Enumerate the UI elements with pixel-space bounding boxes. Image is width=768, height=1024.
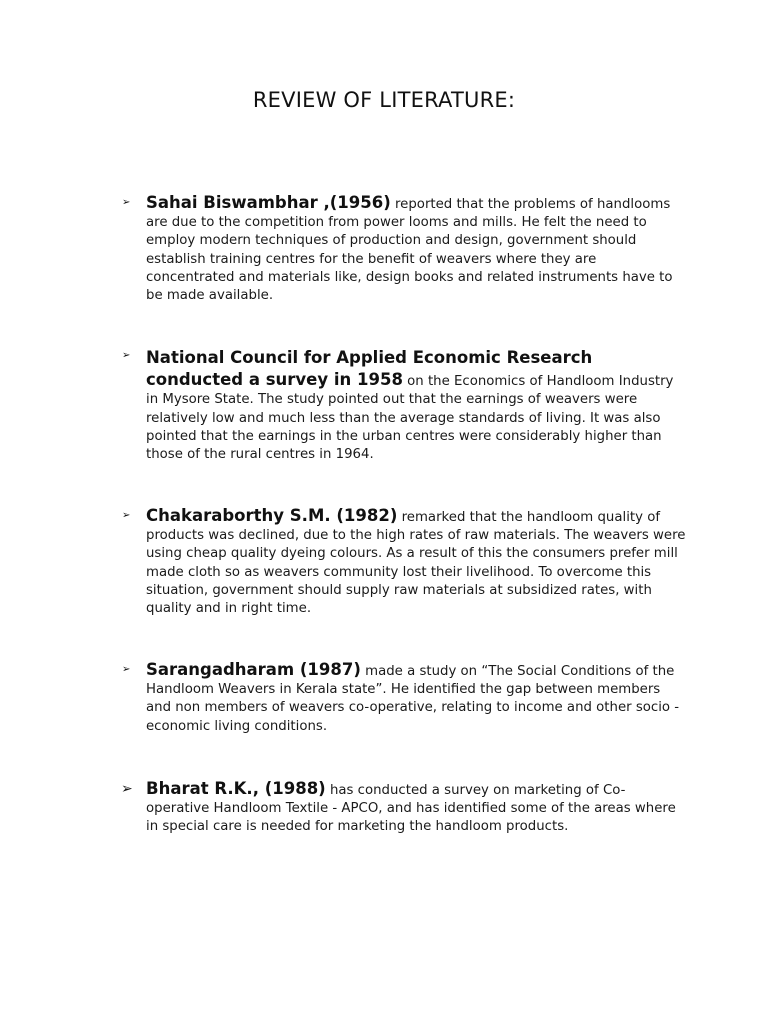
- entry-author: Sarangadharam (1987): [146, 660, 361, 679]
- literature-entry: [122, 506, 686, 618]
- arrow-bullet-icon: ➢: [122, 664, 131, 675]
- entry-text: remarked that the handloom quality of products was declined, due to the high rates of raw materials. The weavers were using cheap quality dyeing colours. As a result of this the consumers prefer mill made cloth so as weavers community lost their livelihood. To overcome this situation, government should supply raw materials at subsidized rates, with quality and in right time.: [146, 510, 686, 617]
- literature-entry: [122, 347, 686, 464]
- entry-text: on the Economics of Handloom Industry in Mysore State. The study pointed out that the earnings of weavers were relatively low and much less than the average standards of living. It was also pointed that the earnings in the urban centres were considerably higher than those of the rural centres in 1964.: [146, 374, 674, 463]
- arrow-bullet-icon: ➢: [121, 781, 133, 797]
- arrow-bullet-icon: ➢: [122, 510, 131, 521]
- entry-author: Chakaraborthy S.M. (1982): [146, 506, 398, 525]
- entry-text: made a study on “The Social Conditions of the Handloom Weavers in Kerala state”. He identified the gap between members and non members of weavers co-operative, relating to income and other socio - economic living conditions.: [146, 664, 680, 734]
- entry-author: Sahai Biswambhar ,(1956): [146, 193, 391, 212]
- arrow-bullet-icon: ➢: [122, 350, 131, 361]
- entry-author: National Council for Applied Economic Research conducted a survey in 1958: [146, 348, 593, 390]
- literature-entry: [122, 193, 686, 305]
- literature-entry: [122, 660, 686, 736]
- arrow-bullet-icon: ➢: [122, 197, 131, 208]
- entry-author: Bharat R.K., (1988): [146, 779, 326, 798]
- page-title: REVIEW OF LITERATURE:: [252, 88, 516, 112]
- literature-entry: [121, 779, 686, 837]
- entry-text: reported that the problems of handlooms are due to the competition from power looms and mills. He felt the need to employ modern techniques of production and design, government should establish training centres for the benefit of weavers where they are concentrated and materials like, design books and related instruments have to be made available.: [146, 197, 673, 304]
- entry-text: has conducted a survey on marketing of Co-operative Handloom Textile - APCO, and has identified some of the areas where in special care is needed for marketing the handloom products.: [146, 783, 676, 835]
